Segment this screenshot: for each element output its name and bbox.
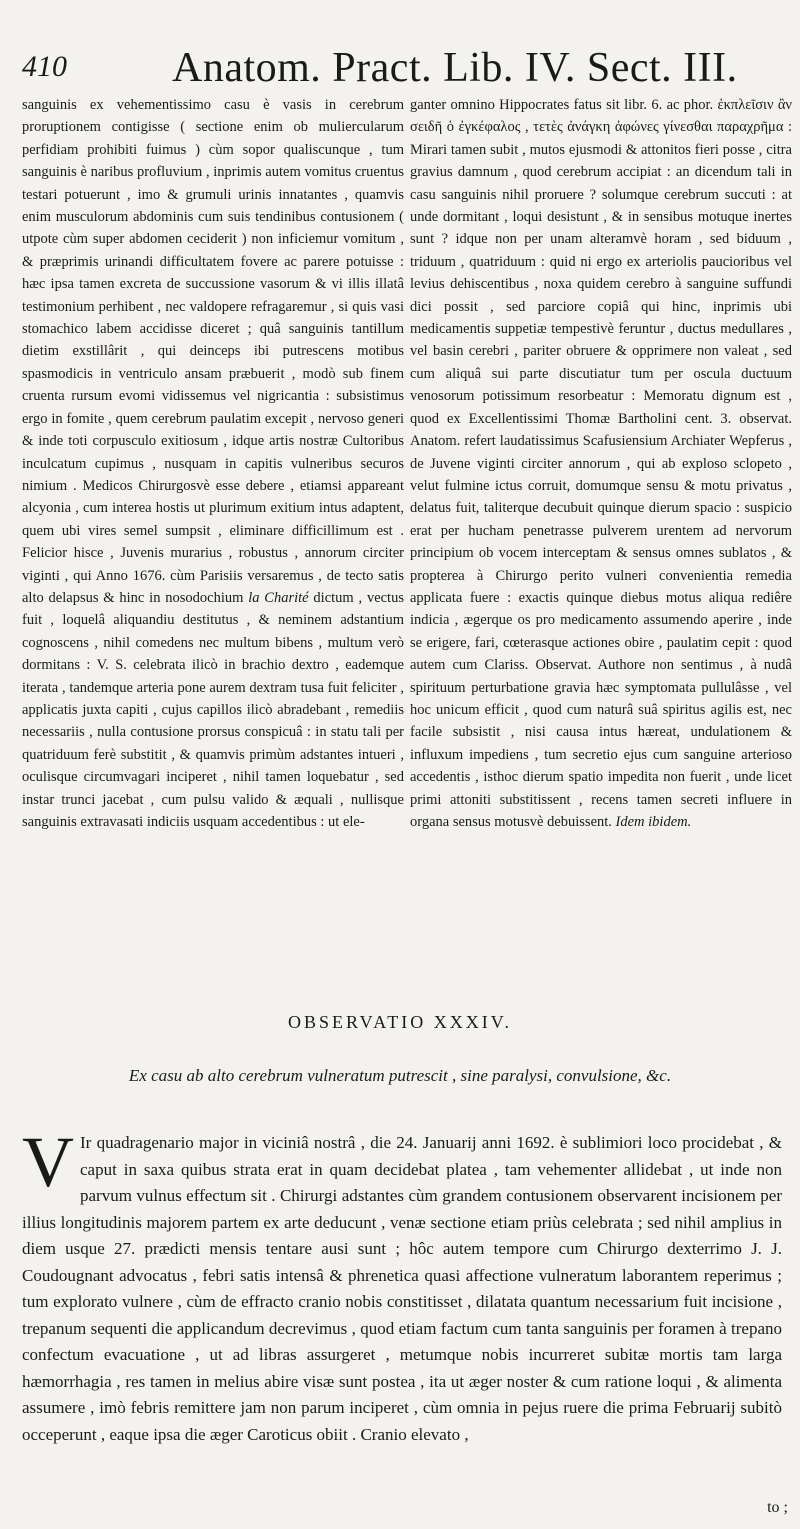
drop-cap: V bbox=[22, 1122, 74, 1202]
right-column-italic: Idem ibidem. bbox=[615, 814, 692, 830]
right-column bbox=[410, 94, 792, 974]
observation-subtitle: Ex casu ab alto cerebrum vulneratum putrescit , sine paralysi, convulsione, &c. bbox=[128, 1066, 672, 1085]
left-column-paragraph bbox=[22, 94, 404, 833]
right-column-paragraph bbox=[410, 94, 792, 833]
right-column-text: ganter omnino Hippocrates fatus sit libr. 6. ac phor. ἐκπλεῖσιν ἂν σειδῆ ὁ ἐγκέφαλος , τετὲς ἀνάγκη ἀφώνες γίνεσθαι παραχρῆμα : Mirari tamen subit , mutos ejusmodi & attonitos fieri posse , citra gravius damnum , quod cerebrum accipiat : an dicendum tali in casu sanguinis nihil proruere ? solumque cerebrum succuti : at unde dormitant , loqui desistunt , & in sensibus motuque inertes sunt ? idque non per unam alteramvè horam , sed biduum , triduum , quatriduum : quid ni ergo ex arteriolis paucioribus vel levius dehiscentibus , noxa quidem cerebro à sanguine suffundi dici possit , sed parciore copiâ qui hinc, inprimis ubi medicamentis suppetiæ tempestivè feruntur , ductus medullares , vel basin cerebri , pariter obruere & opprimere non valeat , sed cum aliquâ sui parte discutiatur tum per oscula ductuum venosorum potissimum resorbeatur : Memoratu dignum est , quod ex Excellentissimi Thomæ Bartholini cent. 3. observat. Anatom. refert laudatissimus Scafusiensium Archiater Wepferus , de Juvene viginti circiter annorum , qui ab exploso sclopeto , velut fulmine ictus corruit, domumque sensu & motu privatus , delatus fuit, taliterque decubuit quinque dierum spacio : suspicio erat per hucham penetrasse pulverem urentem ad nervorum principium ob vocem interceptam & sensus omnes sublatos , & propterea à Chirurgo perito vulneri convenientia remedia applicata fuere : exactis quinque diebus motus aliqua rediêre indicia , ægerque os pro medicamento assumendo aperire , inde se erigere, fari, cœterasque actiones obire , paulatim cepit : quod autem cum Clariss. Observat. Authore non sentimus , à nudâ spirituum perturbatione gravia hæc symptomata pullulâsse , vel hoc unicum efficit , quod cum naturâ suâ spiritus agilis est, nec facile subsistit , nisi causa intus hæreat, undulationem & influxum impediens , tum secretio ejus cum sanguine arterioso accedentis , isthoc dierum spatio impedita non fuerit , unde licet primi attoniti substitissent , recens tamen secreti influere in organa sensus motusvè debuissent. bbox=[410, 97, 792, 830]
left-column bbox=[22, 94, 404, 974]
left-column-italic: la Charité bbox=[248, 589, 309, 606]
running-head: Anatom. Pract. Lib. IV. Sect. III. bbox=[172, 45, 738, 91]
observation-body bbox=[22, 1122, 782, 1448]
left-column-text: sanguinis ex vehementissimo casu è vasis in cerebrum proruptionem contigisse ( sectione enim ob muliercularum perfidiam prohibiti fuimus ) cùm sopor qualiscunque , tum sanguinis è naribus profluvium , inprimis autem vomitus cruentus testari potuerunt , imo & grumuli urinis innatantes , quamvis enim musculorum abdominis cum suis tendinibus contusionem ( utpote cùm super abdomen ceciderit ) non inficiemur vomitum , & præprimis urinandi difficultatem fovere ac parere potuisse : hæc ipsa tamen excreta de succussione vasorum & vi illis illatâ testimonium perhibent , nec valdopere refragaremur , si quis vasi stomachico labem accidisse diceret ; quâ sanguinis tantillum dietim exstillârit , qui deinceps ibi putrescens motibus spasmodicis in ventriculo ansam præbuerit , modò sub finem cruenta rursum evomi vidissemus vel nigricantia : subsistimus ergo in fomite , quem cerebrum paulatim excepit , nervoso generi & inde toti corpusculo exitiosum , idque artis nostræ Cultoribus inculcatum cupimus , nusquam in capitis vulneribus securos nimium . Medicos Chirurgosvè esse debere , etiamsi appareant alcyonia , cum interea hostis ut plurimum exitium intus adaptent, quem ubi vires semel sumpsit , eliminare difficillimum est . Felicior hisce , Juvenis murarius , robustus , annorum circiter viginti , qui Anno 1676. cùm Parisiis versaremus , de tecto satis alto delapsus & hinc in nosodochium bbox=[22, 97, 404, 606]
left-column-text-2: dictum , vectus fuit , loquelâ aliquandiu destitutus , & neminem adstantium cognoscens , nihil comedens nec multum bibens , multum verò dormitans : V. S. celebrata ilicò in brachio dextro , eademque iterata , tandemque arteria pone aurem dextram tusa fuit feliciter , applicatis juxta capiti , cujus capillos ilicò abradebant , remediis necessariis , nulla contusione prorsus conspicuâ : in statu tali per quatriduum ferè substitit , & quamvis primùm adstantes intueri , oculisque circumvagari inciperet , nihil tamen loquebatur , sed instar trunci jacebat , cum pulsu valido & æquali , nullisque sanguinis extravasati indiciis usquam accedentibus : ut ele- bbox=[22, 589, 404, 830]
observation-title: OBSERVATIO XXXIV. bbox=[288, 1012, 512, 1032]
page-number: 410 bbox=[22, 50, 67, 83]
page-header bbox=[22, 44, 780, 94]
catchword: to ; bbox=[767, 1499, 788, 1516]
two-column-text bbox=[22, 94, 792, 974]
observation-body-text: Ir quadragenario major in viciniâ nostrâ , die 24. Januarij anni 1692. è sublimiori loco procidebat , & caput in saxa quibus strata erat in quam decidebat platea , tam vehementer allidebat , ut inde non parvum vulnus effectum sit . Chirurgi adstantes cùm grandem contusionem observarent incisionem per illius longitudinis majorem partem ex arte deducunt , venæ sectione etiam priùs celebrata ; sed nihil amplius in diem usque 27. prædicti mensis tentare ausi sunt ; hôc autem tempore cum Chirurgo dexterrimo J. J. Coudougnant advocatus , febri satis intensâ & phrenetica quasi affectione vulneratum laborantem reperimus ; tum explorato vulnere , cùm de effracto cranio nobis constitisset , dilatata quantum necessarium fuit incisione , trepanum sequenti die applicandum decrevimus , quod etiam factum cum tanta sanguinis per foramen à trepano confectum evacuatione , ut ad libras assurgeret , metumque nobis incurreret subitæ mortis tam larga hæmorrhagia , res tamen in melius abire visæ sunt postea , ita ut æger noster & cum ratione loqui , & alimenta assumere , imò febris remittere jam non parum inciperet , cùm omnia in pejus ruere die prima Februarij subitò occeperunt , eaque ipsa die æger Caroticus obiit . Cranio elevato , bbox=[22, 1133, 782, 1444]
